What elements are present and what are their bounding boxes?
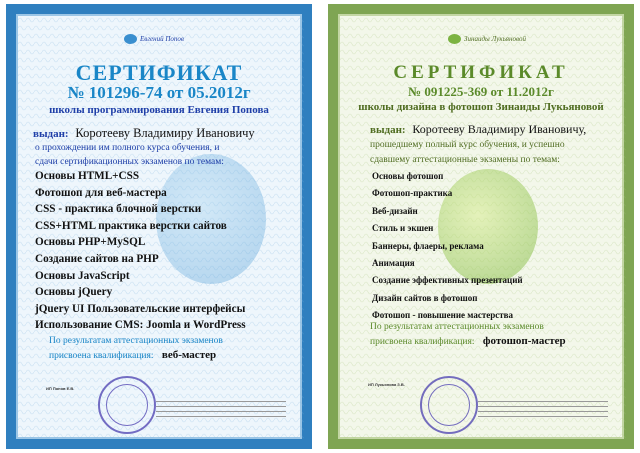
course-item: Создание эффективных презентаций	[372, 275, 523, 286]
recipient-name: Коротееву Владимиру Ивановичу,	[412, 122, 587, 136]
course-item: Баннеры, флаеры, реклама	[372, 240, 484, 251]
school-logo: Зинаиды Лукьяновой	[448, 34, 526, 44]
course-item: Основы фотошоп	[372, 171, 444, 181]
issued-label: выдан:	[370, 124, 406, 136]
course-item: Дизайн сайтов в фотошоп	[372, 292, 478, 303]
course-item: Фотошоп - повышение мастерства	[372, 310, 514, 321]
course-item: Основы JavaScript	[35, 269, 130, 282]
recipient-line	[370, 122, 586, 137]
issued-label: выдан:	[33, 128, 69, 140]
school-name: школы дизайна в фотошоп Зинаиды Лукьяновой	[358, 101, 604, 113]
school-name: школы программирования Евгения Попова	[49, 104, 269, 116]
course-item: CSS - практика блочной верстки	[35, 203, 202, 216]
recipient-line	[33, 126, 255, 141]
course-item: Веб-дизайн	[372, 205, 418, 216]
logo-icon	[448, 34, 461, 44]
qualification-line	[49, 349, 216, 361]
course-item: Основы HTML+CSS	[35, 170, 140, 182]
course-item: Создание сайтов на PHP	[35, 253, 159, 265]
course-item: Фотошоп для веб-мастера	[35, 186, 167, 199]
course-item: Стиль и экшен	[372, 223, 434, 234]
course-item: CSS+HTML практика верстки сайтов	[35, 219, 227, 232]
certificate-photoshop-master	[328, 4, 634, 449]
exam-text: сдачи сертификационных экзаменов по темам:	[35, 157, 224, 167]
qualification-line	[370, 335, 566, 347]
qualification-label: присвоена квалификация:	[49, 351, 154, 361]
official-stamp	[98, 376, 156, 434]
logo-icon	[124, 34, 137, 44]
certificate-number: № 101296-74 от 05.2012г	[67, 83, 251, 102]
course-item: Анимация	[372, 258, 415, 268]
fine-print	[478, 399, 608, 419]
result-text: По результатам аттестационных экзаменов	[370, 322, 544, 332]
course-item: jQuery UI Пользовательские интерфейсы	[35, 302, 246, 315]
qualification-value: веб-мастер	[161, 349, 217, 361]
official-stamp	[420, 376, 478, 434]
course-item: Использование CMS: Joomla и WordPress	[35, 319, 246, 332]
certificate-web-master	[6, 4, 312, 449]
course-item: Основы PHP+MySQL	[35, 236, 146, 249]
completion-text: прошедшему полный курс обучения, и успешно	[370, 140, 565, 150]
recipient-name: Коротееву Владимиру Ивановичу	[75, 126, 255, 140]
signer-name: ИП Лукьянова З.В.	[368, 382, 405, 387]
completion-text: о прохождении им полного курса обучения, и	[35, 143, 220, 153]
certificate-number: № 091225-369 от 11.2012г	[408, 84, 554, 99]
exam-text: сдавшему аттестационные экзамены по темам:	[370, 155, 560, 165]
watermark-logo	[438, 169, 538, 284]
certificate-title: СЕРТИФИКАТ	[393, 62, 569, 83]
school-logo: Евгений Попов	[124, 34, 184, 44]
course-item: Основы jQuery	[35, 286, 113, 299]
qualification-label: присвоена квалификация:	[370, 337, 475, 347]
signer-name: ИП Попов Е.В.	[46, 386, 75, 391]
result-text: По результатам аттестационных экзаменов	[49, 336, 223, 346]
fine-print	[156, 399, 286, 419]
certificate-title: СЕРТИФИКАТ	[75, 60, 243, 85]
course-item: Фотошоп-практика	[372, 188, 453, 199]
qualification-value: фотошоп-мастер	[482, 335, 566, 347]
